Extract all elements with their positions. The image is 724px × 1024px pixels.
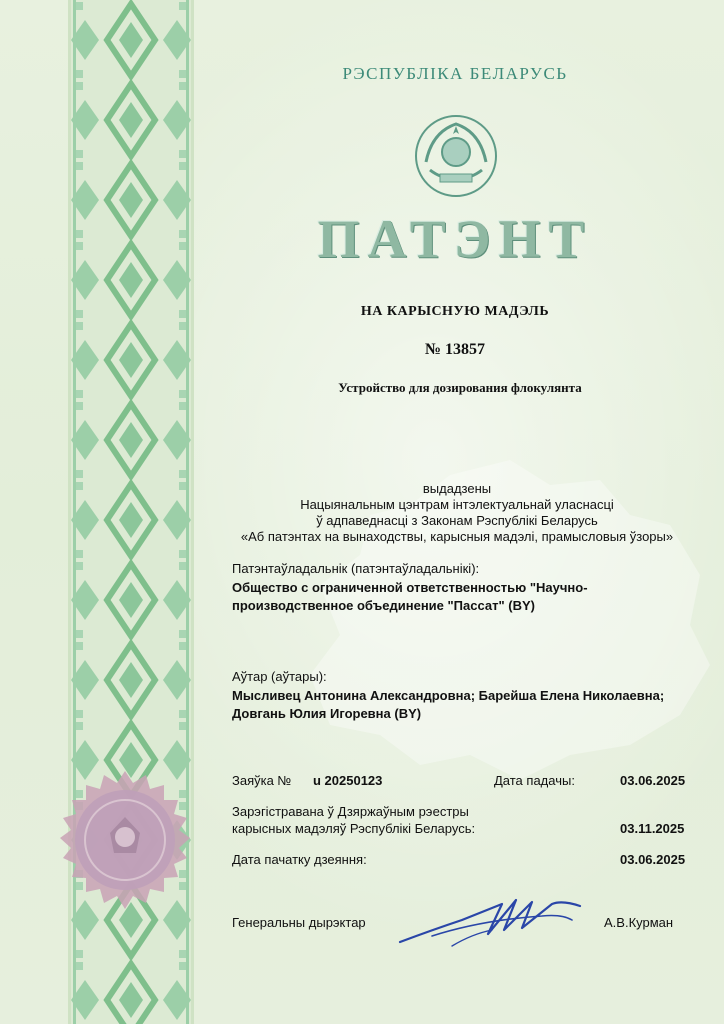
country-heading: РЭСПУБЛІКА БЕЛАРУСЬ <box>342 64 568 83</box>
filed-label: Дата падачы: <box>494 773 575 788</box>
handwritten-signature <box>392 890 592 952</box>
holder-label: Патэнтаўладальнік (патэнтаўладальнікі): <box>232 561 480 576</box>
holder-name: Общество с ограниченной ответственностью "Научно- <box>232 580 588 595</box>
registered-label: карысных мадэляў Рэспублікі Беларусь: <box>232 821 476 836</box>
state-emblem-icon <box>412 112 500 200</box>
director-title: Генеральны дырэктар <box>232 915 366 930</box>
authors-label: Аўтар (аўтары): <box>232 669 327 684</box>
patent-number: № 13857 <box>424 341 486 358</box>
hologram-seal-icon <box>40 755 210 925</box>
registered-label: Зарэгістравана ў Дзяржаўным рэестры <box>232 804 469 819</box>
application-number: u 20250123 <box>313 773 383 788</box>
holder-name: производственное объединение "Пассат" (BY) <box>232 598 535 613</box>
director-name: А.В.Курман <box>604 915 674 930</box>
issued-by-line: Нацыянальным цэнтрам інтэлектуальнай уласнасці <box>300 497 614 512</box>
registered-date: 03.11.2025 <box>620 821 685 836</box>
start-date: 03.06.2025 <box>620 852 686 867</box>
invention-name: Устройство для дозирования флокулянта <box>338 380 582 395</box>
issued-by-line: «Аб патэнтах на вынаходствы, карысныя мадэлі, прамысловыя ўзоры» <box>240 529 674 544</box>
start-label: Дата пачатку дзеяння: <box>232 852 367 867</box>
application-label: Заяўка № <box>232 773 292 788</box>
issued-by-line: ў адпаведнасці з Законам Рэспублікі Беларусь <box>316 513 598 528</box>
patent-title: ПАТЭНТ <box>317 209 593 269</box>
issued-by-line: выдадзены <box>422 481 492 496</box>
patent-subtitle: НА КАРЫСНУЮ МАДЭЛЬ <box>360 304 550 319</box>
authors-names: Мысливец Антонина Александровна; Барейша Елена Николаевна; <box>232 688 665 703</box>
filed-date: 03.06.2025 <box>620 773 686 788</box>
authors-names: Довгань Юлия Игоревна (BY) <box>232 706 422 721</box>
